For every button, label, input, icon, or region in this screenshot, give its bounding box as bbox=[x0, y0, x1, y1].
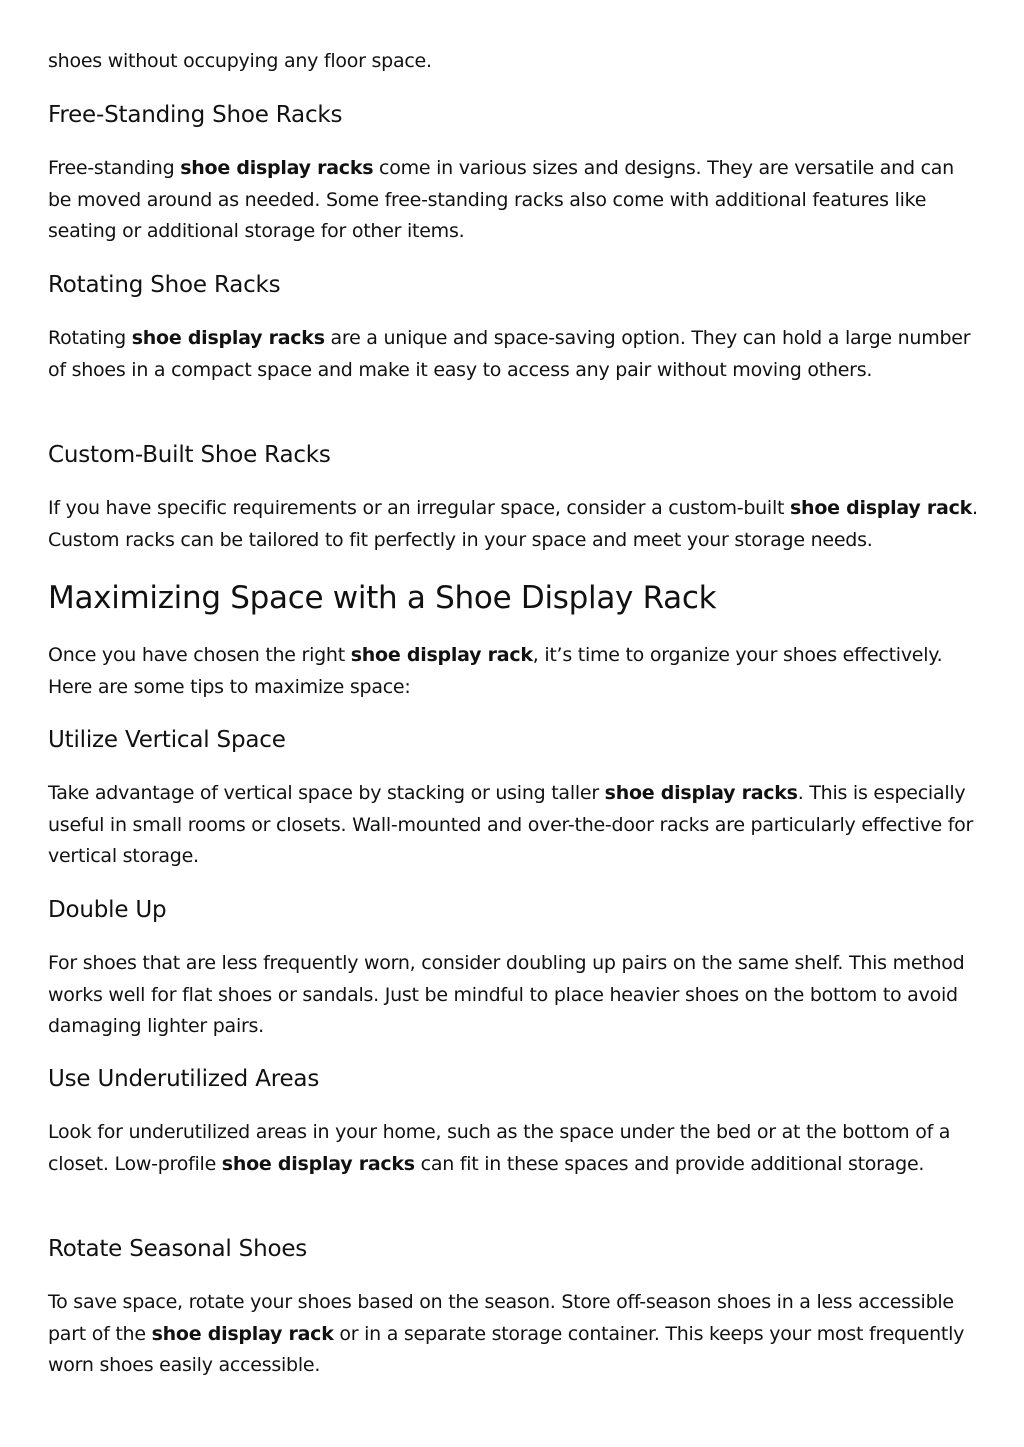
paragraph-double-up: For shoes that are less frequently worn, consider doubling up pairs on the same shelf. This method works well for flat shoes or sandals. Just be mindful to place heavier shoes on the bottom to avoid damaging lighter pairs. bbox=[48, 952, 965, 1037]
keyword-link: shoe display racks bbox=[221, 1152, 415, 1175]
heading-custom-built: Custom-Built Shoe Racks bbox=[48, 442, 331, 468]
paragraph-maximizing-space bbox=[48, 640, 978, 703]
text-run: can fit in these spaces and provide additional storage. bbox=[414, 1152, 925, 1175]
keyword-link: shoe display rack bbox=[350, 644, 533, 666]
keyword-link: shoe display racks bbox=[604, 782, 798, 804]
text-run: . This is especially useful in small rooms or closets. Wall-mounted and over-the-door racks are particularly effective for vertical storage. bbox=[48, 782, 974, 867]
keyword-link: shoe display racks bbox=[180, 157, 374, 179]
heading-maximizing-space: Maximizing Space with a Shoe Display Rack bbox=[48, 580, 717, 616]
paragraph-underutilized bbox=[48, 1117, 978, 1180]
paragraph-custom-built bbox=[48, 493, 978, 556]
heading-rotating: Rotating Shoe Racks bbox=[48, 272, 281, 298]
text-run: come in various sizes and designs. They are versatile and can be moved around as needed. Some free-standing racks also come with additional features like seating or additional storage for other items. bbox=[48, 157, 954, 242]
keyword-link: shoe display rack bbox=[151, 1322, 334, 1345]
heading-underutilized: Use Underutilized Areas bbox=[48, 1066, 320, 1092]
text-run: If you have specific requirements or an irregular space, consider a custom-built bbox=[48, 497, 790, 519]
text-run: Once you have chosen the right bbox=[48, 644, 351, 666]
text-run: or in a separate storage container. This keeps your most frequently worn shoes easily accessible. bbox=[48, 1322, 965, 1376]
text-run: Take advantage of vertical space by stacking or using taller bbox=[48, 782, 605, 804]
paragraph-vertical-space bbox=[48, 778, 978, 873]
text-run: To save space, rotate your shoes based on the season. Store off-season shoes in a less accessible part of the bbox=[48, 1291, 954, 1345]
paragraph-seasonal bbox=[48, 1287, 978, 1382]
text-run: , it’s time to organize your shoes effectively. Here are some tips to maximize space: bbox=[48, 644, 943, 698]
intro-tail-paragraph: shoes without occupying any floor space. bbox=[48, 50, 432, 72]
paragraph-free-standing bbox=[48, 153, 978, 248]
heading-free-standing: Free-Standing Shoe Racks bbox=[48, 102, 343, 128]
heading-double-up: Double Up bbox=[48, 897, 167, 923]
text-run: Free-standing bbox=[48, 157, 181, 179]
keyword-link: shoe display racks bbox=[131, 327, 325, 349]
heading-vertical-space: Utilize Vertical Space bbox=[48, 727, 286, 753]
keyword-link: shoe display rack bbox=[789, 497, 972, 519]
text-run: Rotating bbox=[48, 327, 132, 349]
text-run: . Custom racks can be tailored to fit perfectly in your space and meet your storage needs. bbox=[48, 497, 978, 551]
heading-seasonal: Rotate Seasonal Shoes bbox=[48, 1236, 308, 1262]
text-run: are a unique and space-saving option. They can hold a large number of shoes in a compact space and make it easy to access any pair without moving others. bbox=[48, 327, 971, 381]
paragraph-rotating bbox=[48, 323, 978, 386]
text-run: Look for underutilized areas in your home, such as the space under the bed or at the bottom of a closet. Low-profile bbox=[48, 1121, 951, 1175]
